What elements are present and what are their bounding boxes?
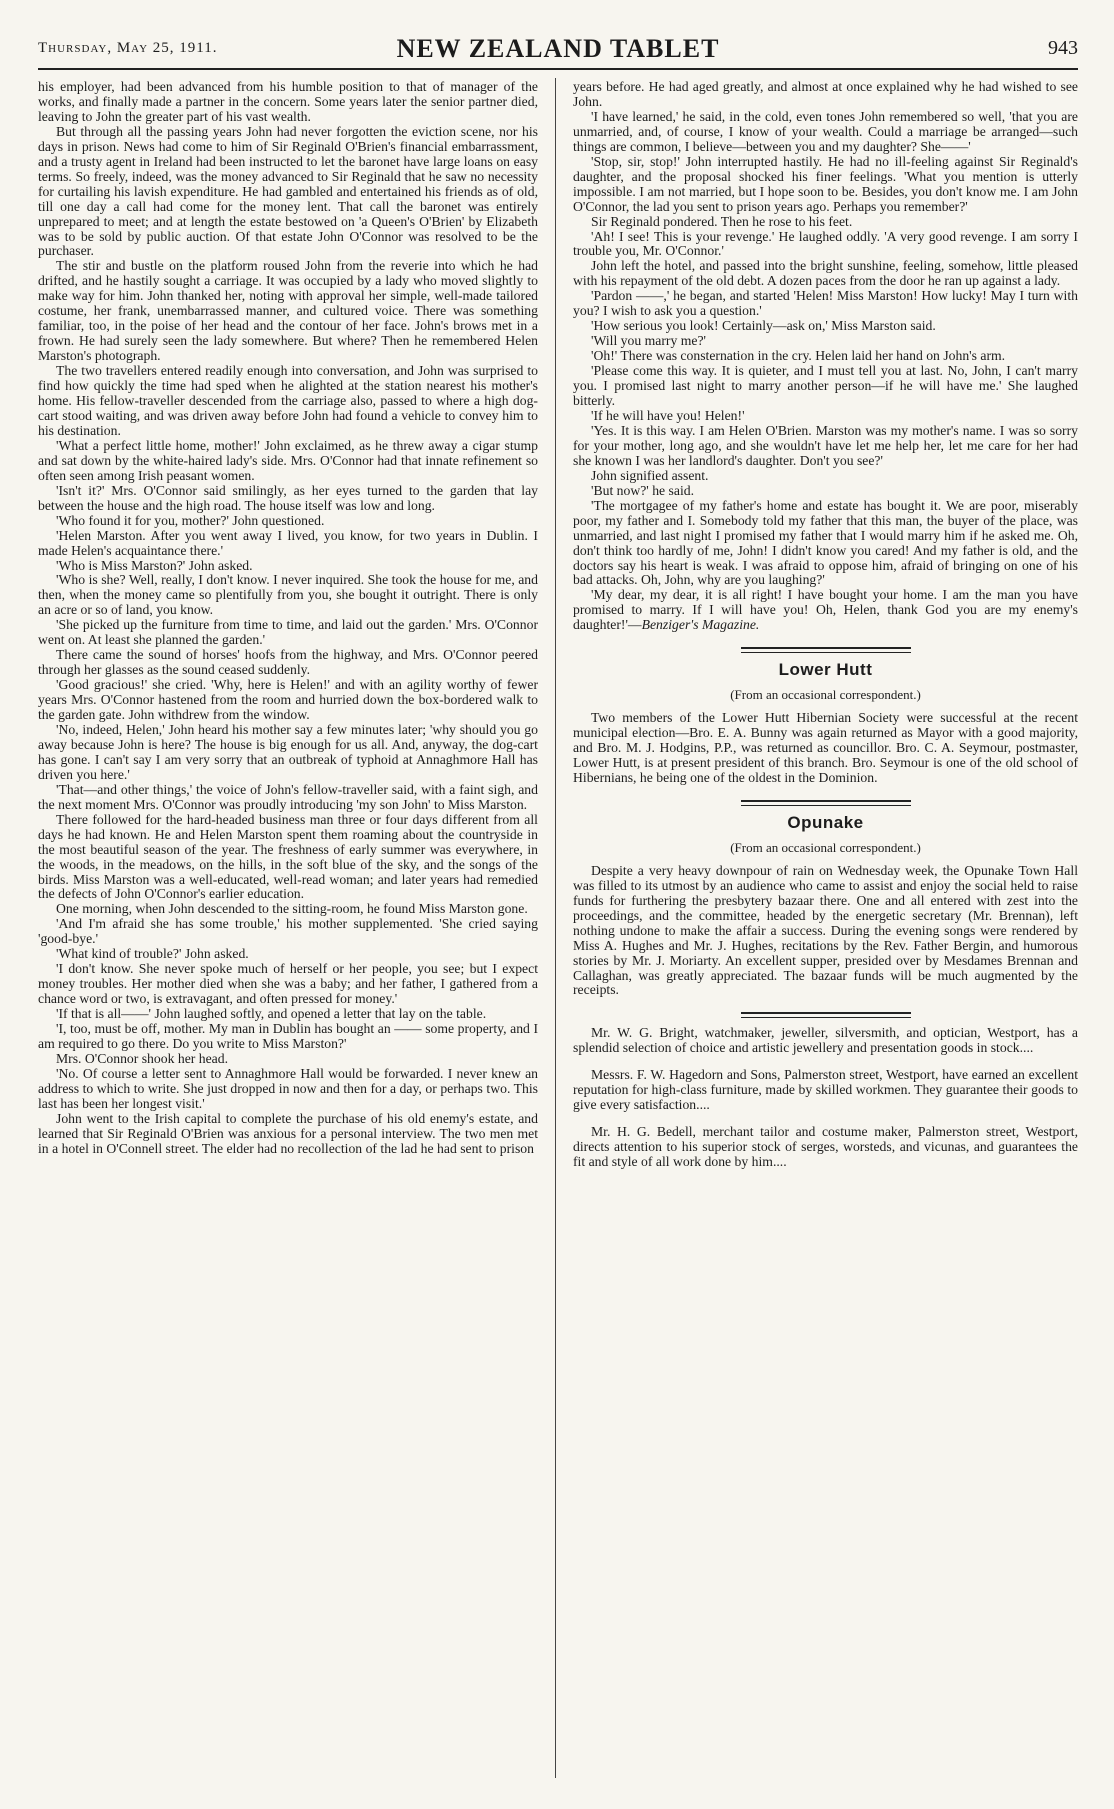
story-paragraph: One morning, when John descended to the sitting-room, he found Miss Marston gone. bbox=[56, 901, 528, 917]
story-paragraph: 'What a perfect little home, mother!' John exclaimed, as he threw away a cigar stump and sat down by the white-haired lady's side. Mrs. O'Connor had that innate refinement so often seen among Irish peasant women. bbox=[38, 437, 538, 483]
opunake-heading: Opunake bbox=[787, 812, 864, 832]
story-paragraph: 'Stop, sir, stop!' John interrupted hastily. He had no ill-feeling against Sir Reginald's daughter, and the proposal shocked his finer feelings. 'What you mention is utterly impossible. I am not married, but I hope soon to be. Besides, you don't know me. I am John O'Connor, the lad you sent to prison years ago. Perhaps you remember?' bbox=[573, 153, 1078, 214]
issue-date: Thursday, May 25, 1911. bbox=[38, 40, 218, 56]
story-paragraph: years before. He had aged greatly, and almost at once explained why he had wished to see John. bbox=[573, 79, 1078, 109]
ad-notice: Mr. W. G. Bright, watchmaker, jeweller, silversmith, and optician, Westport, has a splendid selection of choice and artistic jewellery and presentation goods in stock.... bbox=[573, 1025, 1078, 1056]
section-divider bbox=[741, 800, 911, 806]
story-paragraph: 'I don't know. She never spoke much of herself or her people, you see; but I expect money troubles. Her mother died when she was a baby; and her father, I gathered from a chance word or two, is extravagant, and often pressed for money.' bbox=[38, 961, 538, 1007]
story-paragraph: 'Will you marry me?' bbox=[591, 333, 706, 349]
page-header bbox=[38, 34, 1078, 70]
story-paragraph: Mrs. O'Connor shook her head. bbox=[56, 1050, 229, 1066]
story-paragraph: 'Good gracious!' she cried. 'Why, here is Helen!' and with an agility worthy of fewer years Mrs. O'Connor hastened from the room and hurried down the box-bordered walk to the garden gate. John withdrew from the window. bbox=[38, 677, 538, 723]
story-paragraph: 'Please come this way. It is quieter, and I must tell you at last. No, John, I can't marry you. I promised last night to marry another person—if he will have me.' She laughed bitterly. bbox=[573, 363, 1078, 409]
story-paragraph: 'Who is she? Well, really, I don't know. I never inquired. She took the house for me, and then, when the money came so plentifully from you, she bought it outright. There is only an acre or so of land, you know. bbox=[38, 572, 538, 618]
story-paragraph: 'No, indeed, Helen,' John heard his mother say a few minutes later; 'why should you go away because John is here? The house is big enough for us all. And, anyway, the dog-cart has gone. I can't say I am very sorry that an outbreak of typhoid at Annaghmore Hall has driven you here.' bbox=[38, 721, 538, 782]
ad-notice: Messrs. F. W. Hagedorn and Sons, Palmerston street, Westport, have earned an excellent reputation for high-class furniture, made by skilled workmen. They guarantee their goods to give every satisfaction.... bbox=[573, 1067, 1078, 1113]
newspaper-title: NEW ZEALAND TABLET bbox=[396, 34, 720, 63]
page-number: 943 bbox=[1048, 37, 1078, 59]
story-paragraph: There came the sound of horses' hoofs from the highway, and Mrs. O'Connor peered through her glasses as the sound ceased suddenly. bbox=[38, 647, 538, 678]
story-paragraph: John went to the Irish capital to complete the purchase of his old enemy's estate, and learned that Sir Reginald O'Brien was anxious for a personal interview. The two men met in a hotel in O'Connell street. The elder had no recollection of the lad he had sent to prison bbox=[38, 1110, 538, 1156]
story-paragraph: 'Ah! I see! This is your revenge.' He laughed oddly. 'A very good revenge. I am sorry I trouble you, Mr. O'Connor.' bbox=[573, 228, 1078, 259]
advertisements bbox=[573, 1026, 1078, 1170]
story-paragraph: John signified assent. bbox=[591, 467, 709, 483]
story-paragraph: 'Yes. It is this way. I am Helen O'Brien. Marston was my mother's name. I was so sorry for your mother, long ago, and she wouldn't have let me help her, let me care for her had she known I was her landlord's daughter. Don't you see?' bbox=[573, 422, 1078, 468]
story-paragraph: 'If he will have you! Helen!' bbox=[591, 407, 745, 423]
story-paragraph: 'Pardon ——,' he began, and started 'Helen! Miss Marston! How lucky! May I turn with you? I wish to ask you a question.' bbox=[573, 288, 1078, 319]
story-paragraph: 'Isn't it?' Mrs. O'Connor said smilingly, as her eyes turned to the garden that lay between the house and the high road. The house itself was low and long. bbox=[38, 482, 538, 513]
opunake-text: Despite a very heavy downpour of rain on Wednesday week, the Opunake Town Hall was filled to its utmost by an audience who came to assist and enjoy the social held to raise funds for furthering the presbytery bazaar there. One and all entered with zest into the proceedings, and the committee, headed by the energetic secretary (Mr. Brennan), left nothing undone to make the affair a success. During the evening songs were rendered by Miss A. Hughes and Mr. J. Hughes, recitations by the Rev. Father Bergin, and humorous stories by Mr. J. Moriarty. An excellent supper, presided over by Mesdames Brennan and Callaghan, was greatly appreciated. The bazaar funds will be much augmented by the receipts. bbox=[573, 862, 1078, 998]
story-paragraph: But through all the passing years John had never forgotten the eviction scene, nor his days in prison. News had come to him of Sir Reginald O'Brien's financial embarrassment, and a trusty agent in Ireland had been instructed to let the baronet have large loans on easy terms. So freely, indeed, was the money advanced to Sir Reginald that he saw no necessity for curtailing his lavish expenditure. He had gambled and entertained his friends as of old, till one day a call had come for the money lent. That call the baronet was entirely unprepared to meet; and at length the estate bestowed on 'a Queen's O'Brien' by Elizabeth was to be sold by public auction. Of that estate John O'Connor was resolved to be the purchaser. bbox=[38, 123, 538, 259]
story-paragraph: There followed for the hard-headed business man three or four days different from all days he had known. He and Helen Marston spent them roaming about the countryside in the most beautiful season of the year. The freshness of early summer was everywhere, in the woods, in the meadows, on the hills, in the soft blue of the sky, and the songs of the birds. Miss Marston was a well-educated, well-read woman; and later years had remedied the defects of John O'Connor's earlier education. bbox=[38, 811, 538, 902]
lower-hutt-heading: Lower Hutt bbox=[778, 660, 873, 680]
story-paragraph: 'Helen Marston. After you went away I lived, you know, for two years in Dublin. I made Helen's acquaintance there.' bbox=[38, 527, 538, 558]
opunake-byline: (From an occasional correspondent.) bbox=[730, 839, 921, 855]
story-paragraph: 'But now?' he said. bbox=[591, 482, 695, 498]
story-paragraph: 'What kind of trouble?' John asked. bbox=[56, 946, 249, 962]
story-paragraph: 'Oh!' There was consternation in the cry. Helen laid her hand on John's arm. bbox=[591, 348, 1006, 364]
story-paragraph: 'Who found it for you, mother?' John questioned. bbox=[56, 512, 325, 528]
story-paragraph: 'No. Of course a letter sent to Annaghmore Hall would be forwarded. I never knew an address to which to write. She just dropped in now and then for a day, or perhaps two. This last has been her longest visit.' bbox=[38, 1065, 538, 1111]
story-source: Benziger's Magazine. bbox=[641, 617, 760, 633]
story-paragraph: 'The mortgagee of my father's home and estate has bought it. We are poor, miserably poor, my father and I. Somebody told my father that this man, the buyer of the place, was unmarried, and last night I promised my father that I would marry him if he asked me. Oh, don't think too hardly of me, John! I didn't know you cared! And my father is old, and the doctors say his heart is weak. I was afraid to oppose him, afraid of bringing on one of his bad attacks. Oh, John, why are you laughing?' bbox=[573, 497, 1078, 588]
story-paragraph: 'She picked up the furniture from time to time, and laid out the garden.' Mrs. O'Connor went on. At least she planned the garden.' bbox=[38, 617, 538, 648]
story-closing-paragraph bbox=[573, 588, 1078, 633]
story-paragraph: 'Who is Miss Marston?' John asked. bbox=[56, 557, 253, 573]
right-column bbox=[573, 80, 1078, 1182]
story-paragraph: 'I have learned,' he said, in the cold, even tones John remembered so well, 'that you are unmarried, and, of course, I know of your wealth. Could a marriage be arranged—such things are common, I believe—between you and my daughter? She——' bbox=[573, 108, 1078, 154]
story-paragraph: The stir and bustle on the platform roused John from the reverie into which he had drifted, and he hastily sought a carriage. It was occupied by a lady who moved slightly to make way for him. John thanked her, noting with approval her simple, well-made tailored costume, her frank, unembarrassed manner, and cultured voice. There was something familiar, too, in the poise of her head and the contour of her face. John's brows met in a frown. He had surely seen the lady somewhere. But where? Then he remembered Helen Marston's photograph. bbox=[38, 258, 538, 364]
story-paragraph: 'How serious you look! Certainly—ask on,' Miss Marston said. bbox=[591, 318, 936, 334]
story-paragraph: John left the hotel, and passed into the bright sunshine, feeling, somehow, little pleased with his repayment of the old debt. A dozen paces from the door he ran up against a lady. bbox=[573, 258, 1078, 289]
story-paragraph: 'I, too, must be off, mother. My man in Dublin has bought an —— some property, and I am required to go there. Do you write to Miss Marston?' bbox=[38, 1021, 538, 1051]
story-paragraph: his employer, had been advanced from his humble position to that of manager of the works, and finally made a partner in the concern. Some years later the senior partner died, leaving to John the greater part of his vast wealth. bbox=[38, 79, 538, 124]
story-paragraph: 'If that is all——' John laughed softly, and opened a letter that lay on the table. bbox=[56, 1006, 487, 1022]
story-paragraph: The two travellers entered readily enough into conversation, and John was surprised to find how quickly the time had sped when he alighted at the station nearest his mother's home. His fellow-traveller descended from the carriage also, passed to where a high dog-cart stood waiting, and was driven away before John had found a vehicle to convey him to his destination. bbox=[38, 363, 538, 438]
section-divider bbox=[741, 1012, 911, 1018]
section-divider bbox=[741, 647, 911, 653]
story-final-line: 'My dear, my dear, it is all right! I have bought your home. I am the man you have promised to marry. If I will have you! Oh, Helen, thank God you are my enemy's daughter!'— bbox=[573, 587, 1078, 633]
lower-hutt-text: Two members of the Lower Hutt Hibernian Society were successful at the recent municipal election—Bro. E. A. Bunny was again returned as Mayor with a good majority, and Bro. M. J. Hodgins, P.P., was returned as councillor. Bro. C. A. Seymour, postmaster, Lower Hutt, is at present president of this branch. Bro. Seymour is one of the old school of Hibernians, he being one of the oldest in the Dominion. bbox=[573, 710, 1078, 785]
column-divider bbox=[555, 78, 556, 1778]
ad-notice: Mr. H. G. Bedell, merchant tailor and costume maker, Palmerston street, Westport, directs attention to his superior stock of serges, worsteds, and vicunas, and guarantees the fit and style of all work done by him.... bbox=[573, 1124, 1078, 1170]
story-paragraph: 'That—and other things,' the voice of John's fellow-traveller said, with a faint sigh, and the next moment Mrs. O'Connor was proudly introducing 'my son John' to Miss Marston. bbox=[38, 781, 538, 812]
lower-hutt-byline: (From an occasional correspondent.) bbox=[730, 687, 921, 703]
left-column bbox=[38, 80, 538, 1157]
story-paragraph: Sir Reginald pondered. Then he rose to his feet. bbox=[591, 213, 853, 229]
story-paragraph: 'And I'm afraid she has some trouble,' his mother supplemented. 'She cried saying 'good-bye.' bbox=[38, 916, 538, 947]
